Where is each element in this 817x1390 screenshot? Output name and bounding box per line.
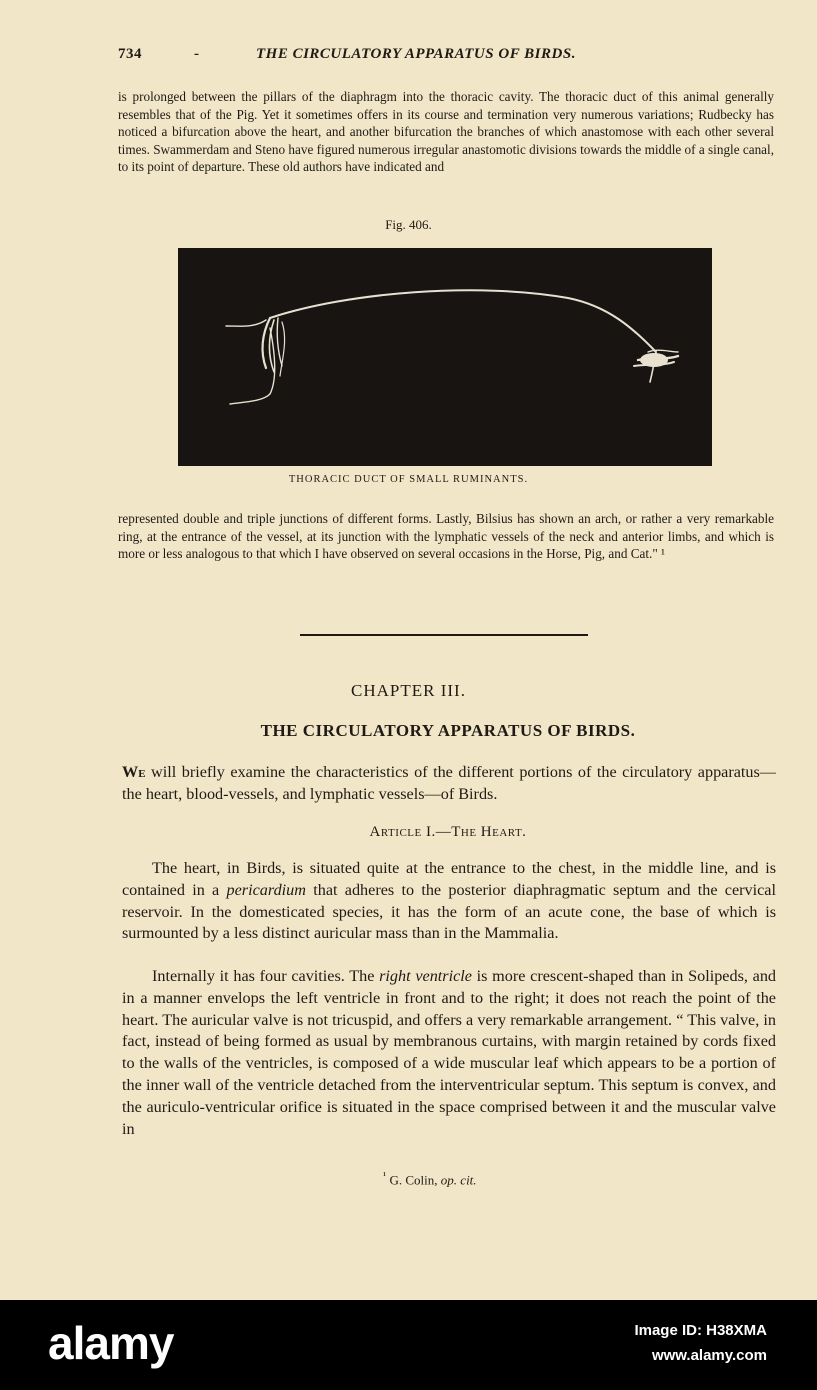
heart-para1-italic: pericardium xyxy=(226,880,306,899)
footnote-mark: ¹ xyxy=(383,1170,387,1182)
heart-para2-italic: right ventricle xyxy=(379,967,472,985)
chapter-number: CHAPTER III. xyxy=(351,681,466,700)
paragraph-mid: represented double and triple junctions of different forms. Lastly, Bilsius has shown an arch, or rather a very remarkable ring, at the entrance of the vessel, at its junction with the lymphatic vessels of the neck and anterior limbs, and which is more or less analogous to that which I have observed on several occasions in the Horse, Pig, and Cat." ¹ xyxy=(118,511,774,562)
watermark-url[interactable]: www.alamy.com xyxy=(651,1347,767,1364)
figure-label: Fig. 406. xyxy=(385,217,432,232)
intro-paragraph xyxy=(122,762,776,806)
heart-para2-before: Internally it has four cavities. The xyxy=(152,967,380,985)
heart-paragraph-2 xyxy=(122,966,776,1140)
intro-text: will briefly examine the characteristics of the different portions of the circulatory apparatus—the heart, blood-vessels, and lymphatic vessels—of Birds. xyxy=(122,763,776,803)
article-title xyxy=(0,824,817,841)
heart-para2-after: is more crescent-shaped than in Solipeds, and in a manner envelops the left ventricle in front and to the right; it does not reach the point of the heart. The auricular valve is not tricuspid, and offers a very remarkable arrangement. “ This valve, in fact, instead of being formed as usual by membranous curtains, with margin retained by cords fixed to the walls of the ventricles, is composed of a wide muscular leaf which appears to be a portion of the inner wall of the ventricle detached from the interventricular septum. This septum is convex, and the auriculo-ventricular orifice is situated in the space comprised between it and the muscular valve in xyxy=(122,967,777,1138)
heart-paragraph-1 xyxy=(122,858,776,945)
figure-thoracic-duct xyxy=(178,248,712,466)
footnote-author: G. Colin, xyxy=(386,1172,441,1188)
page-number: 734 xyxy=(118,46,142,62)
footnote-italic: op. cit. xyxy=(440,1172,477,1188)
running-title: THE CIRCULATORY APPARATUS OF BIRDS. xyxy=(256,46,576,62)
chapter-title xyxy=(0,721,817,741)
chapter-title-text: THE CIRCULATORY APPARATUS OF BIRDS. xyxy=(260,721,636,740)
header-dash: - xyxy=(194,46,200,62)
heart-para1-after: that adheres to the posterior diaphragmatic septum and the cervical reservoir. In the domesticated species, it has the form of an acute cone, the base of which is surmounted by a less distinct auricular mass than in the Mammalia. xyxy=(122,880,776,943)
section-divider xyxy=(300,634,588,636)
figure-caption: THORACIC DUCT OF SMALL RUMINANTS. xyxy=(288,474,529,485)
running-header xyxy=(118,46,774,68)
watermark-bar xyxy=(0,1300,817,1390)
image-id: Image ID: H38XMA xyxy=(634,1322,767,1339)
footnote xyxy=(383,1170,477,1188)
intro-lead: We xyxy=(122,763,146,781)
article-title-text: Article I.—The Heart. xyxy=(369,824,527,840)
thoracic-duct-illustration xyxy=(178,248,712,466)
paragraph-top: is prolonged between the pillars of the diaphragm into the thoracic cavity. The thoracic duct of this animal generally resembles that of the Pig. Yet it sometimes offers in its course and termination very numerous variations; Rudbecky has noticed a bifurcation above the heart, and another bifurcation the branches of which anastomose with each other several times. Swammerdam and Steno have figured numerous irregular anastomotic divisions towards the middle of a single canal, to its point of departure. These old authors have indicated and xyxy=(118,89,774,175)
heart-para1-before: The heart, in Birds, is situated quite at the entrance to the chest, in the middle line, and is contained in a xyxy=(122,859,776,899)
alamy-logo: alamy xyxy=(48,1317,174,1369)
